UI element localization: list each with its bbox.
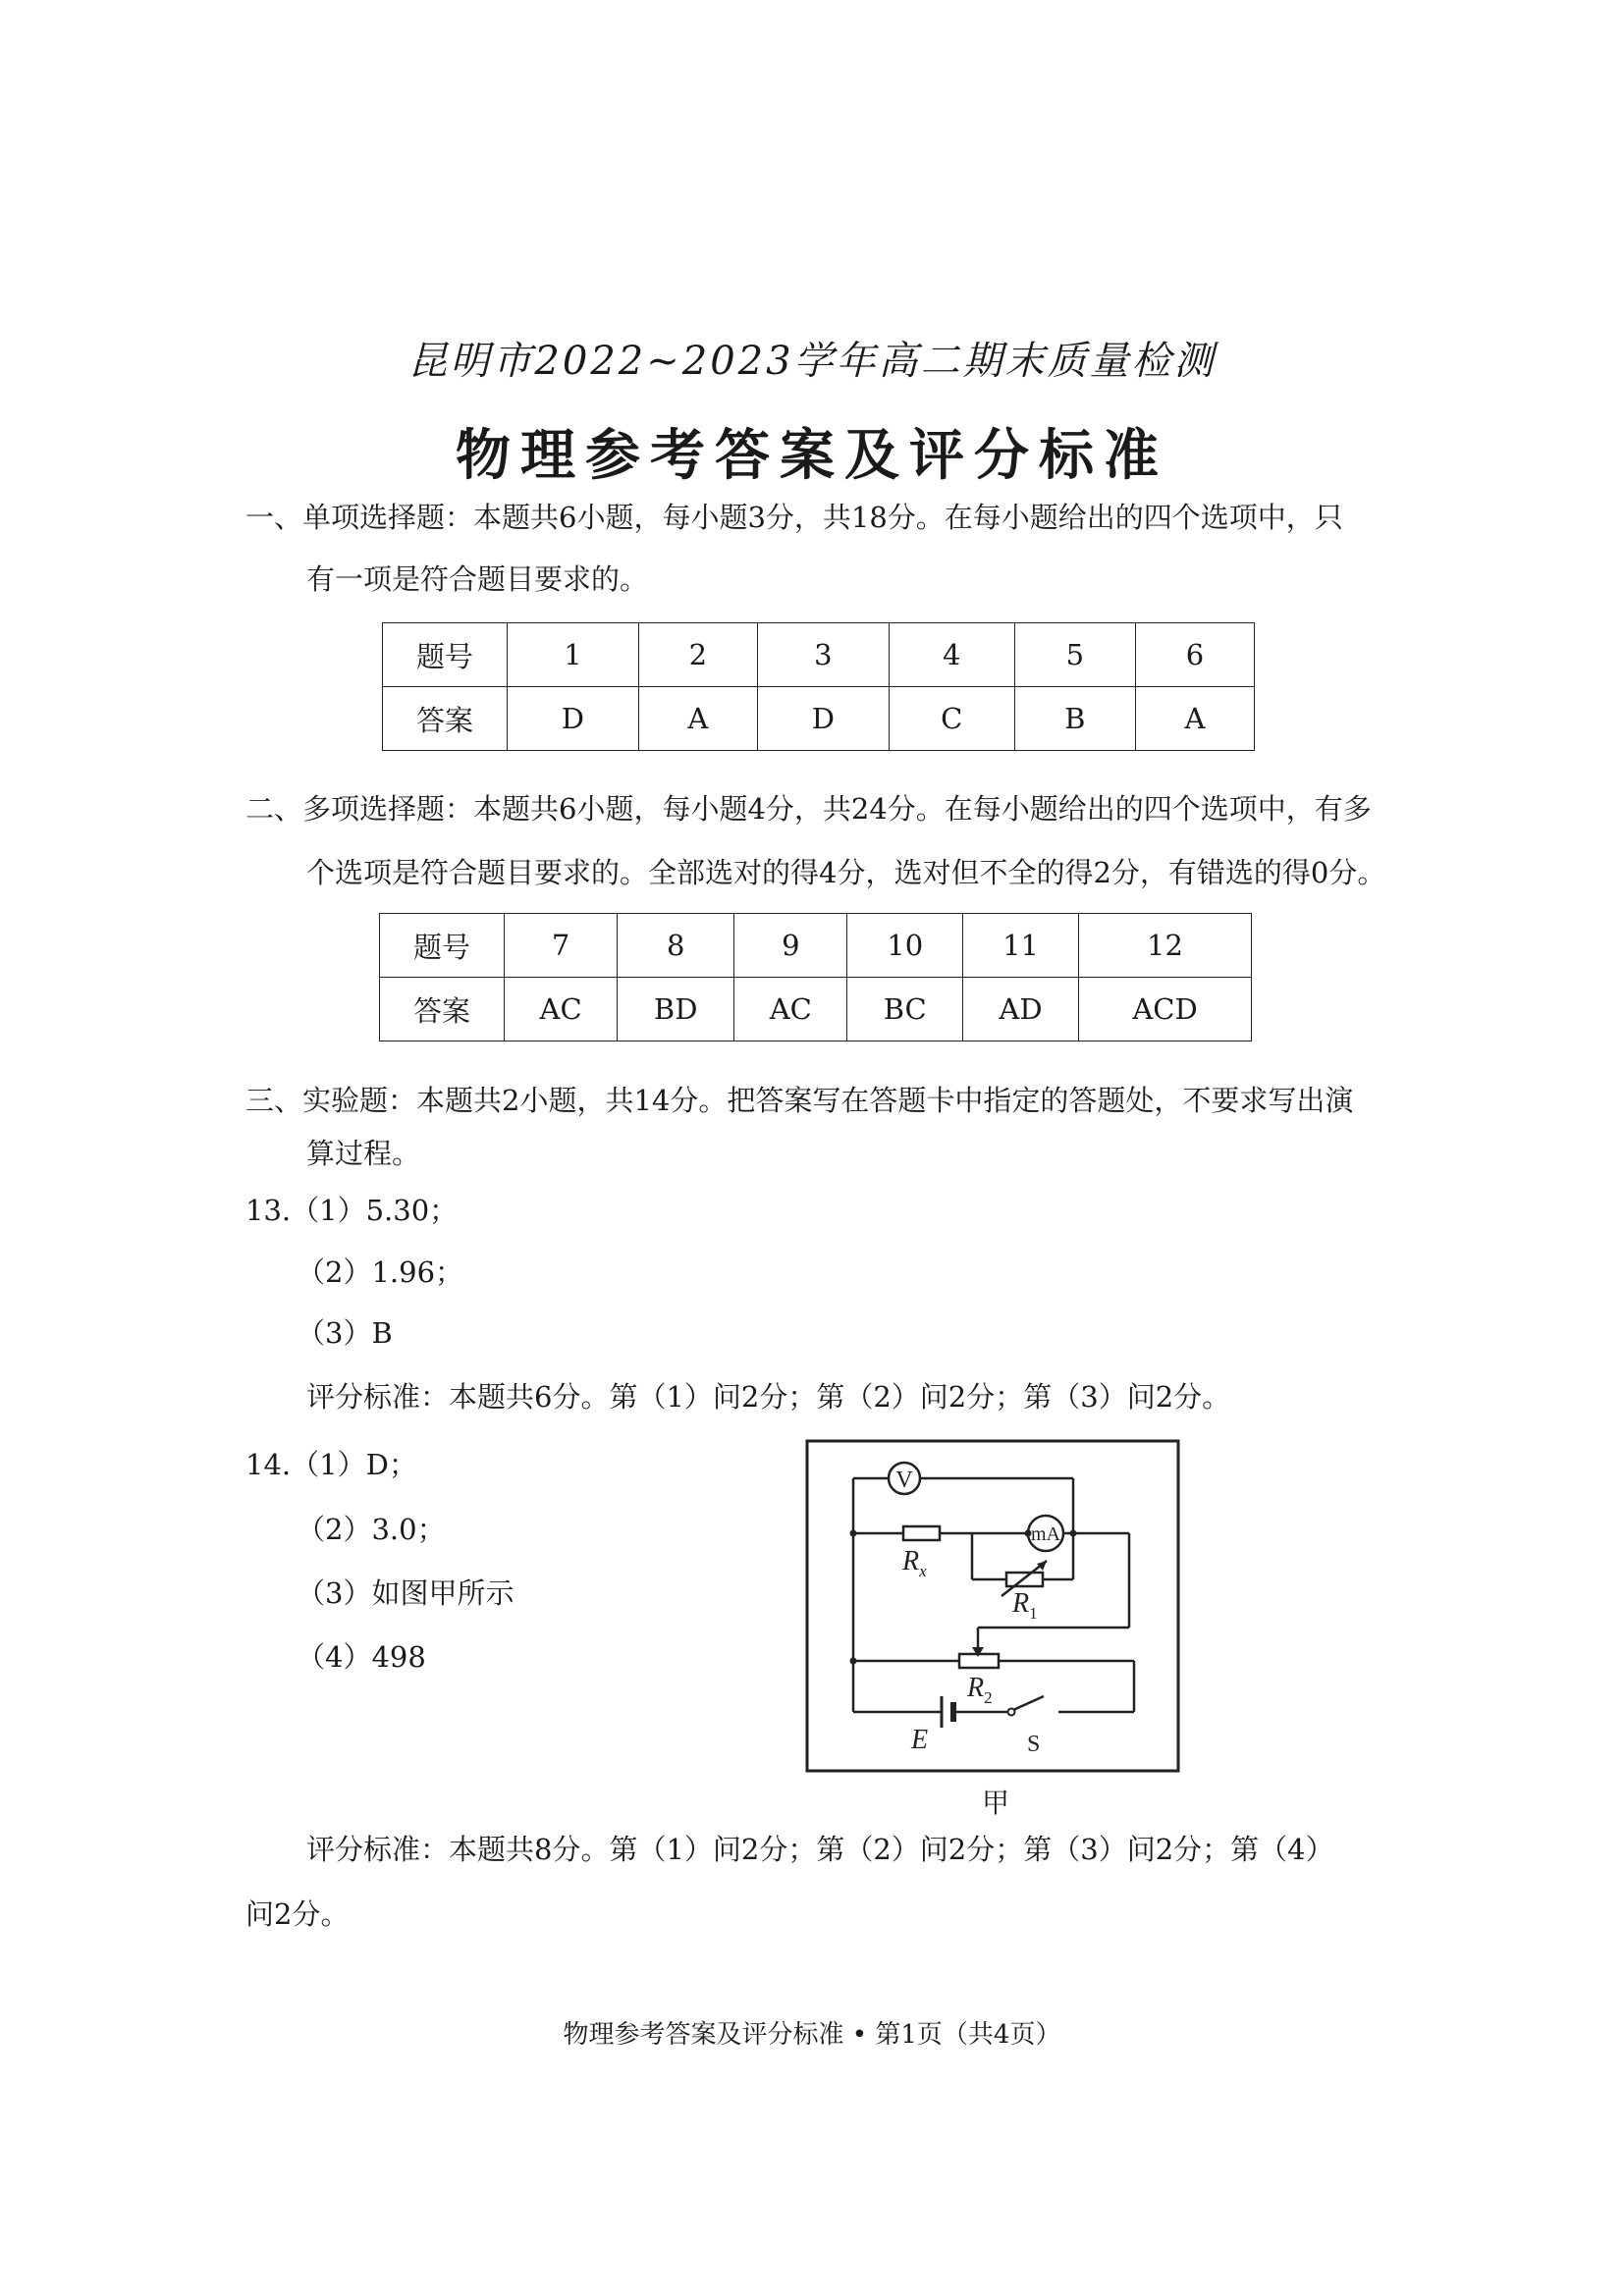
table-cell: A xyxy=(638,687,757,751)
q14-answer-1: 14.（1）D； xyxy=(245,1448,417,1481)
table-cell: D xyxy=(757,687,889,751)
rx-label: $R_x$ xyxy=(902,1546,927,1580)
milliammeter-label: mA xyxy=(1031,1523,1060,1545)
table-cell: 4 xyxy=(889,623,1014,687)
q14-scoring: 评分标准：本题共8分。第（1）问2分；第（2）问2分；第（3）问2分；第（4） xyxy=(306,1833,1334,1866)
section1-heading: 一、单项选择题：本题共6小题，每小题3分，共18分。在每小题给出的四个选项中，只 xyxy=(245,501,1343,534)
resistor-rx xyxy=(903,1526,940,1540)
table-cell: BC xyxy=(847,978,963,1041)
table-header-cell: 答案 xyxy=(380,978,505,1041)
s-label: S xyxy=(1027,1732,1041,1757)
q14-answer-4: （4）498 xyxy=(297,1640,426,1674)
table-cell: 1 xyxy=(508,623,639,687)
page-footer: 物理参考答案及评分标准 • 第1页（共4页） xyxy=(563,2020,1061,2050)
table-cell: ACD xyxy=(1079,978,1252,1041)
table-row xyxy=(380,914,1252,978)
exam-title: 昆明市2022~2023学年高二期末质量检测 xyxy=(407,339,1217,384)
table-cell: 8 xyxy=(618,914,734,978)
r1-label: $R_1$ xyxy=(1012,1588,1038,1623)
section2-heading: 二、多项选择题：本题共6小题，每小题4分，共24分。在每小题给出的四个选项中，有多 xyxy=(245,792,1372,826)
table-cell: BD xyxy=(618,978,734,1041)
table-header-cell: 答案 xyxy=(383,687,508,751)
q14-answer-3: （3）如图甲所示 xyxy=(297,1576,514,1610)
table-row xyxy=(383,623,1255,687)
table-cell: 6 xyxy=(1135,623,1254,687)
table-cell: 7 xyxy=(505,914,618,978)
table-row xyxy=(383,687,1255,751)
voltmeter-label: V xyxy=(895,1468,913,1493)
table-cell: 10 xyxy=(847,914,963,978)
q14-scoring-cont: 问2分。 xyxy=(245,1897,350,1931)
q13-answer-2: （2）1.96； xyxy=(297,1255,464,1289)
section3-heading-cont: 算过程。 xyxy=(306,1137,421,1170)
q13-answer-1: 13.（1）5.30； xyxy=(245,1194,459,1227)
switch-arm xyxy=(1013,1696,1044,1710)
table-cell: 12 xyxy=(1079,914,1252,978)
table-cell: 11 xyxy=(963,914,1079,978)
table-cell: A xyxy=(1135,687,1254,751)
table-cell: D xyxy=(508,687,639,751)
table-cell: AC xyxy=(734,978,847,1041)
table-cell: AD xyxy=(963,978,1079,1041)
section1-heading-cont: 有一项是符合题目要求的。 xyxy=(306,562,649,596)
q13-answer-3: （3）B xyxy=(297,1316,393,1350)
circuit-diagram xyxy=(805,1439,1183,1783)
section3-heading: 三、实验题：本题共2小题，共14分。把答案写在答题卡中指定的答题处，不要求写出演 xyxy=(245,1084,1354,1117)
page-title: 物理参考答案及评分标准 xyxy=(456,423,1168,488)
table-cell: C xyxy=(889,687,1014,751)
figure-frame xyxy=(807,1441,1178,1771)
table-cell: 9 xyxy=(734,914,847,978)
section2-heading-cont: 个选项是符合题目要求的。全部选对的得4分，选对但不全的得2分，有错选的得0分。 xyxy=(306,856,1386,889)
table-cell: AC xyxy=(505,978,618,1041)
table-cell: 2 xyxy=(638,623,757,687)
table-header-cell: 题号 xyxy=(380,914,505,978)
section2-answer-table xyxy=(379,913,1252,1041)
q13-scoring: 评分标准：本题共6分。第（1）问2分；第（2）问2分；第（3）问2分。 xyxy=(306,1380,1231,1414)
figure-caption: 甲 xyxy=(982,1787,1010,1819)
q14-answer-2: （2）3.0； xyxy=(297,1513,446,1546)
table-cell: 5 xyxy=(1014,623,1135,687)
e-label: E xyxy=(911,1725,929,1755)
table-cell: 3 xyxy=(757,623,889,687)
table-cell: B xyxy=(1014,687,1135,751)
table-row xyxy=(380,978,1252,1041)
section1-answer-table xyxy=(382,622,1255,751)
r2-label: $R_2$ xyxy=(967,1673,993,1707)
table-header-cell: 题号 xyxy=(383,623,508,687)
resistor-r2 xyxy=(959,1654,999,1668)
